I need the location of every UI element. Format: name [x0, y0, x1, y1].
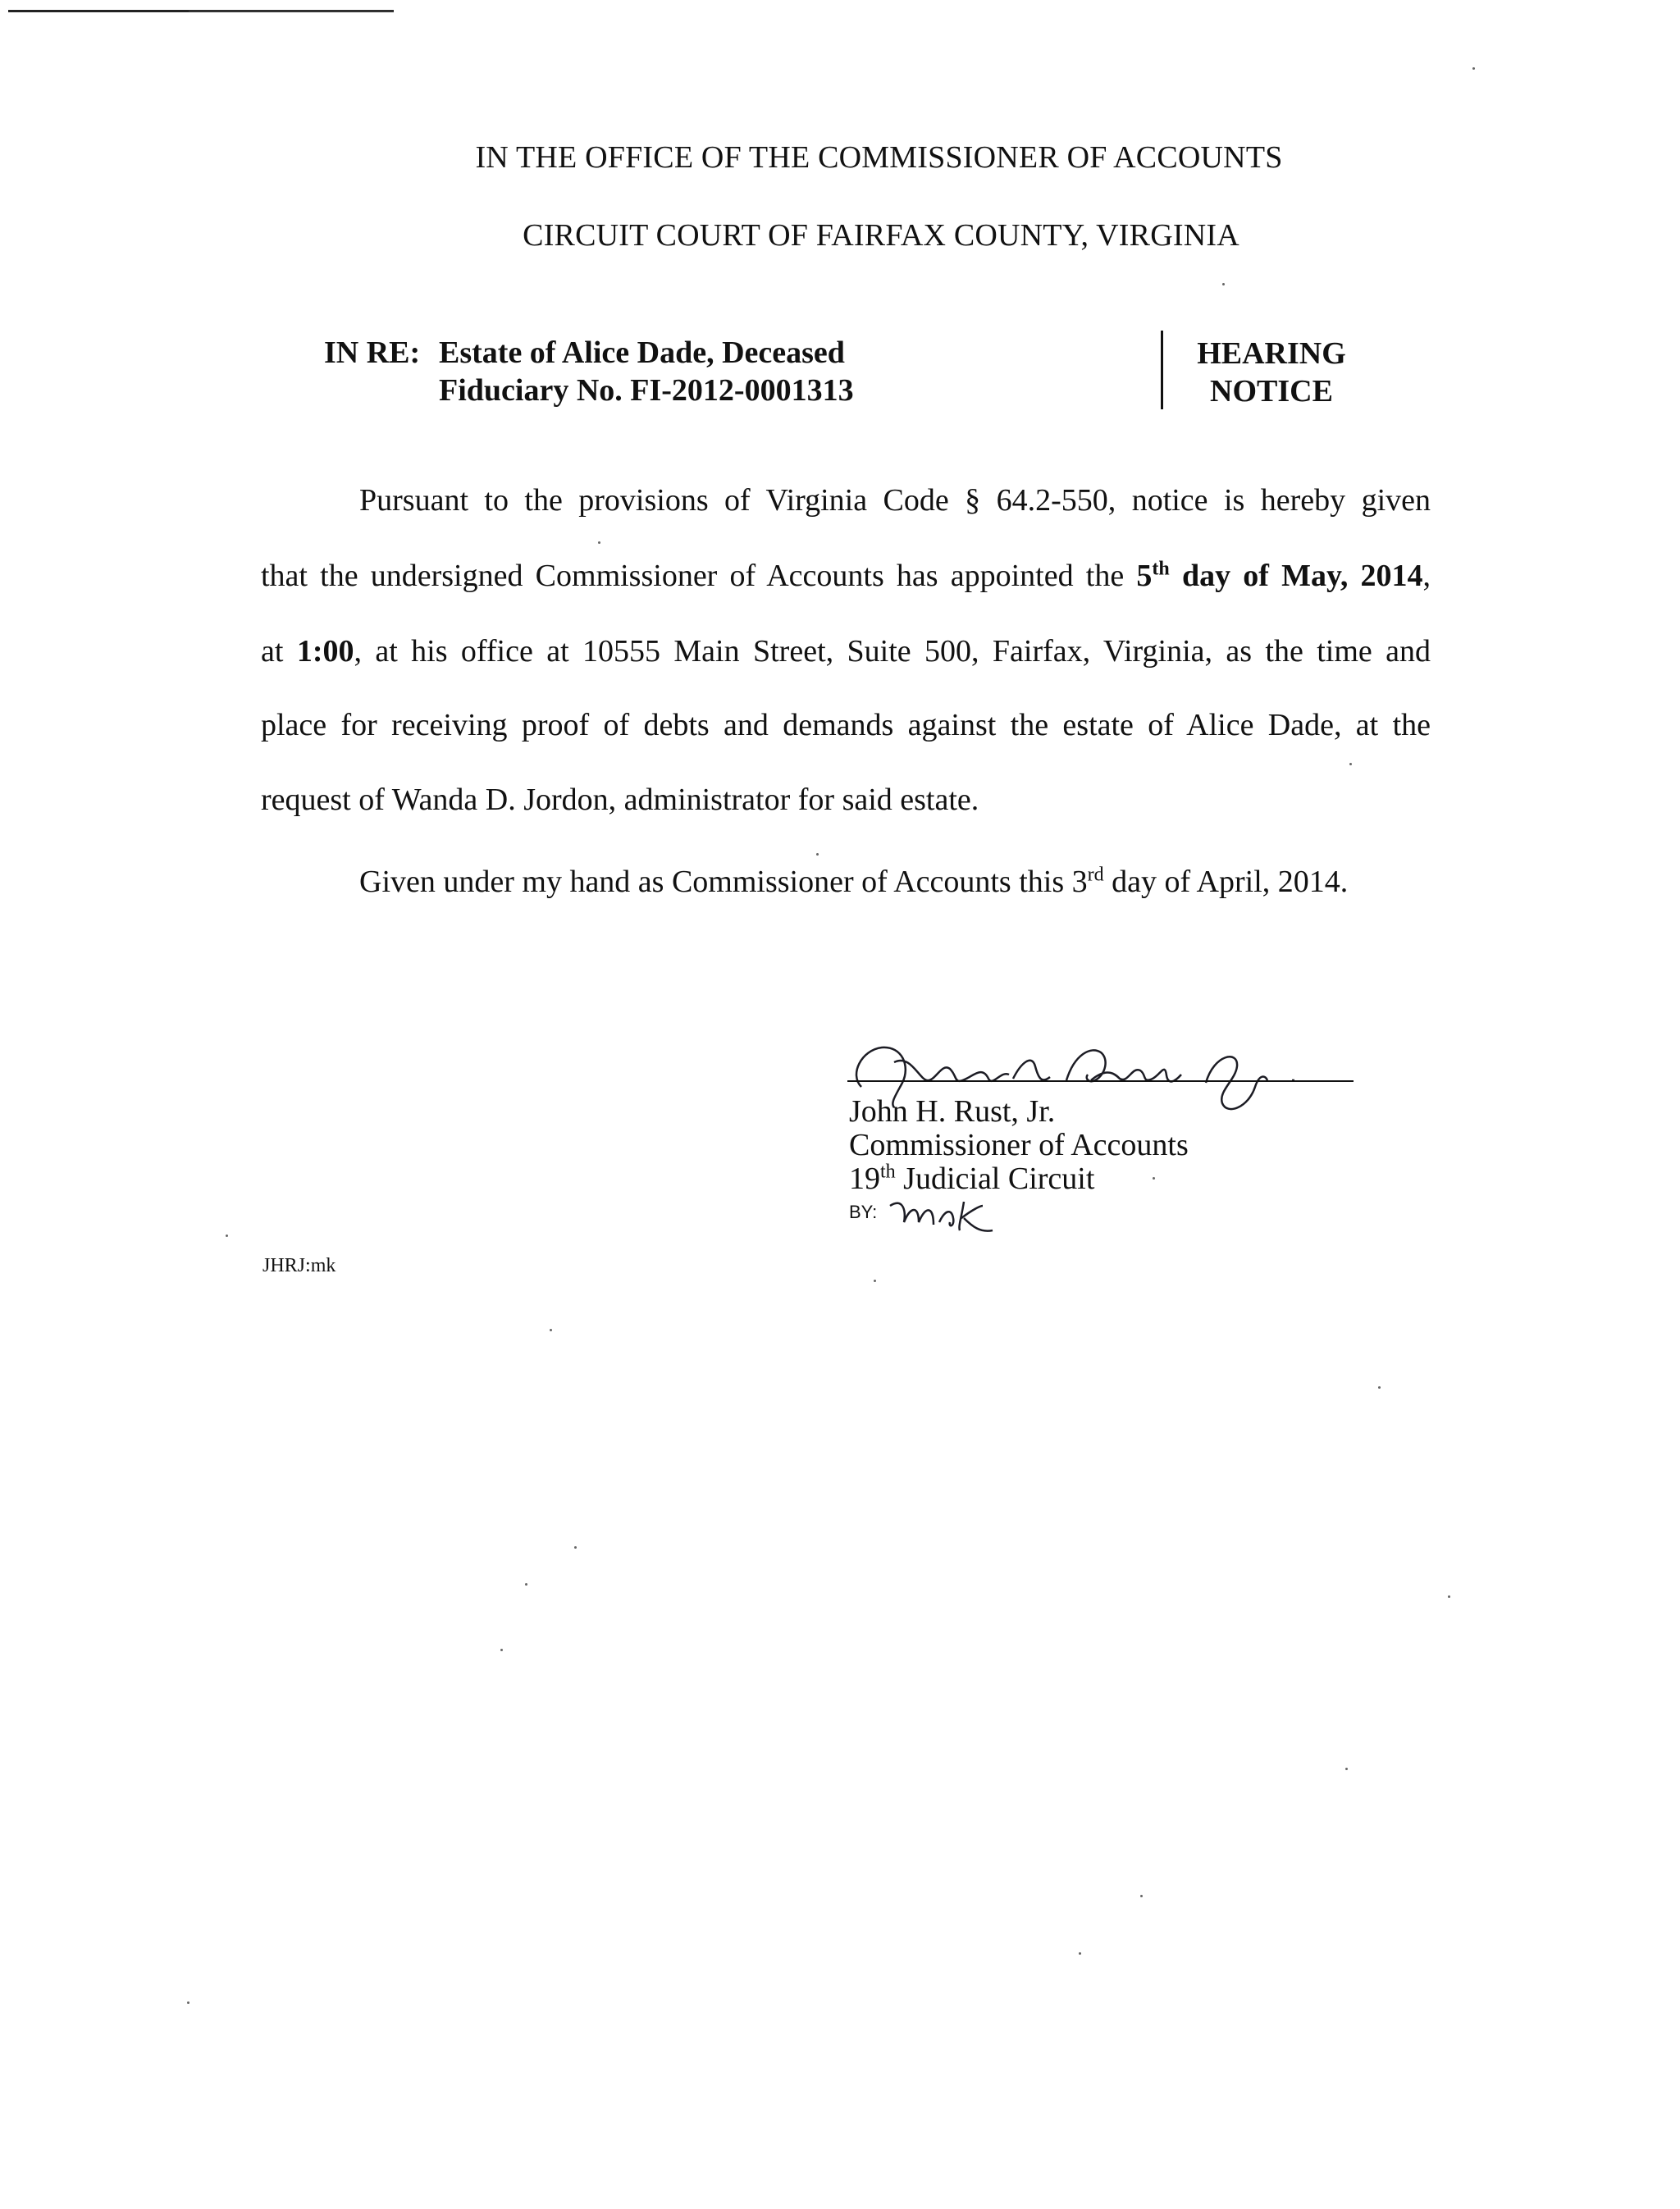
body-line-4: place for receiving proof of debts and demands against the estate of Alice Dade, at the: [261, 708, 1431, 742]
by-label: BY:: [849, 1202, 878, 1222]
caption-divider: [1161, 331, 1163, 409]
given-day-suffix: rd: [1087, 864, 1104, 886]
hearing-date-comma: ,: [1422, 559, 1431, 593]
scan-speck: [1345, 1768, 1348, 1770]
in-re-label: IN RE:: [324, 335, 421, 370]
body-line-1: Pursuant to the provisions of Virginia Code § 64.2-550, notice is hereby given: [359, 483, 1431, 518]
notice-title-line2: NOTICE: [1210, 374, 1333, 408]
circuit-number: 19: [849, 1162, 880, 1196]
court-heading: CIRCUIT COURT OF FAIRFAX COUNTY, VIRGINIA: [523, 218, 1239, 253]
scan-speck: [1378, 1386, 1381, 1389]
given-date: day of April, 2014.: [1112, 865, 1349, 899]
body-line-2-text: that the undersigned Commissioner of Accounts has appointed the: [261, 559, 1125, 593]
hearing-day-number: 5: [1136, 559, 1153, 593]
office-heading: IN THE OFFICE OF THE COMMISSIONER OF ACCOUNTS: [475, 140, 1283, 175]
circuit-name: Judicial Circuit: [903, 1162, 1095, 1196]
scan-speck: [816, 853, 819, 856]
scan-speck: [1448, 1595, 1450, 1598]
signer-circuit: [849, 1161, 1094, 1197]
hearing-day-suffix: th: [1152, 558, 1170, 580]
estate-name: Estate of Alice Dade, Deceased: [439, 335, 845, 370]
hearing-time: 1:00: [296, 634, 354, 669]
reference-initials: JHRJ:mk: [262, 1255, 336, 1276]
given-under-hand-line: [359, 864, 1401, 900]
signature-line: [847, 1080, 1354, 1082]
scan-speck: [874, 1280, 876, 1282]
signer-title: Commissioner of Accounts: [849, 1128, 1189, 1162]
given-text: Given under my hand as Commissioner of Accounts this 3: [359, 865, 1088, 899]
scan-speck: [1349, 763, 1352, 765]
scan-speck: [598, 541, 600, 544]
scan-speck: [187, 2001, 189, 2004]
scan-speck: [1140, 1895, 1143, 1897]
circuit-suffix: th: [880, 1161, 896, 1183]
hearing-date: day of May, 2014: [1181, 559, 1423, 593]
scan-speck: [1079, 1952, 1081, 1955]
signer-name: John H. Rust, Jr.: [849, 1094, 1056, 1129]
scan-speck: [1222, 283, 1225, 285]
body-line-3-at: at: [261, 634, 284, 669]
handwritten-initials: [886, 1193, 1001, 1243]
scan-speck: [500, 1649, 503, 1651]
body-line-2: [261, 558, 1431, 594]
scan-speck: [525, 1583, 527, 1586]
scan-speck: [1472, 67, 1475, 70]
scan-speck: [574, 1546, 577, 1549]
body-line-3: [261, 633, 1431, 669]
scan-speck: [1153, 1177, 1155, 1180]
scan-speck: [226, 1235, 228, 1237]
notice-title: [1181, 335, 1362, 410]
fiduciary-number: Fiduciary No. FI-2012-0001313: [439, 373, 854, 408]
body-line-3-text: , at his office at 10555 Main Street, Suite 500, Fairfax, Virginia, as the time and: [354, 634, 1431, 669]
scan-speck: [550, 1329, 552, 1331]
body-line-5: request of Wanda D. Jordon, administrator for said estate.: [261, 783, 979, 817]
notice-title-line1: HEARING: [1197, 336, 1346, 371]
